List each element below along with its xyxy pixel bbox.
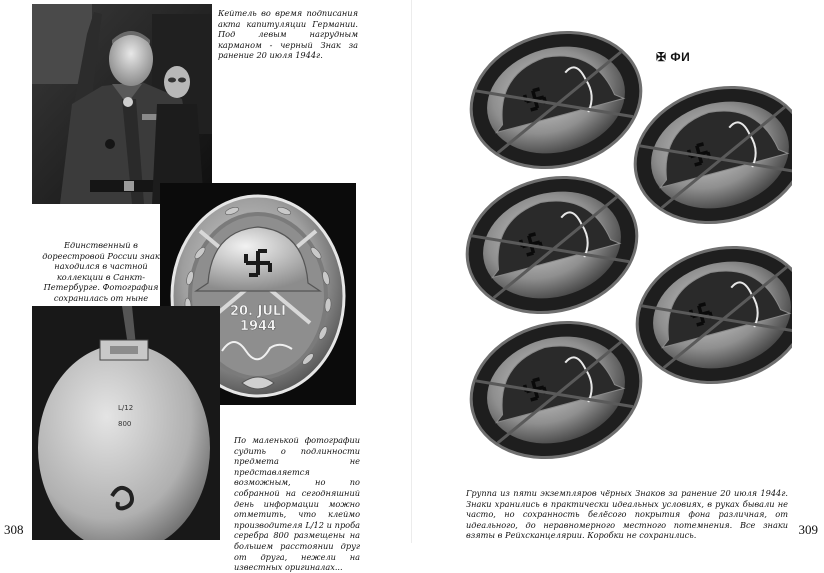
badge-engraving-date: 20. JULI bbox=[229, 304, 287, 319]
caption-keitel: Кейтель во время подписания акта капитуляции Германии. Под левым нагрудным карманом - черный Знак за ранение 20 июля 1944г. bbox=[218, 8, 358, 61]
keitel-photo bbox=[32, 4, 212, 204]
badge-reverse-photo bbox=[32, 306, 220, 540]
caption-unique-badge: Единственный в дореестровой России знак находился в частной коллекции в Санкт-Петербурге. Фотография сохранилась от ныне bbox=[42, 240, 160, 303]
page-number-left: 308 bbox=[4, 522, 24, 537]
caption-reverse: По маленькой фотографии судить о подлинности предмета не представляется возможным, но по собранной на сегодняшний день информации можно отметить, что клеймо производителя L/12 и проба серебра 800 размещены на большем расстоянии друг от друга, нежели на известных оригиналах... bbox=[234, 435, 360, 573]
right-page bbox=[412, 0, 824, 543]
page-number-right: 309 bbox=[798, 522, 818, 537]
badge-engraving-year: 1944 bbox=[239, 319, 277, 334]
caption-badge-group: Группа из пяти экземпляров чёрных Знаков за ранение 20 июля 1944г. Знаки хранились в практически идеальных условиях, в руках бывали не часто, но сохранность белёсого покрытия фона различная, от идеального, до неравномерного местного потемнения. Все знаки взяты в Рейхсканцелярии. Коробки не сохранились. bbox=[466, 488, 788, 541]
logo-text: ФИ bbox=[670, 50, 691, 64]
eagle-icon: ✠ bbox=[656, 50, 671, 64]
reverse-silver-mark: 800 bbox=[118, 420, 132, 428]
reverse-maker-mark: L/12 bbox=[118, 404, 134, 412]
badge-group-photo bbox=[452, 30, 792, 480]
